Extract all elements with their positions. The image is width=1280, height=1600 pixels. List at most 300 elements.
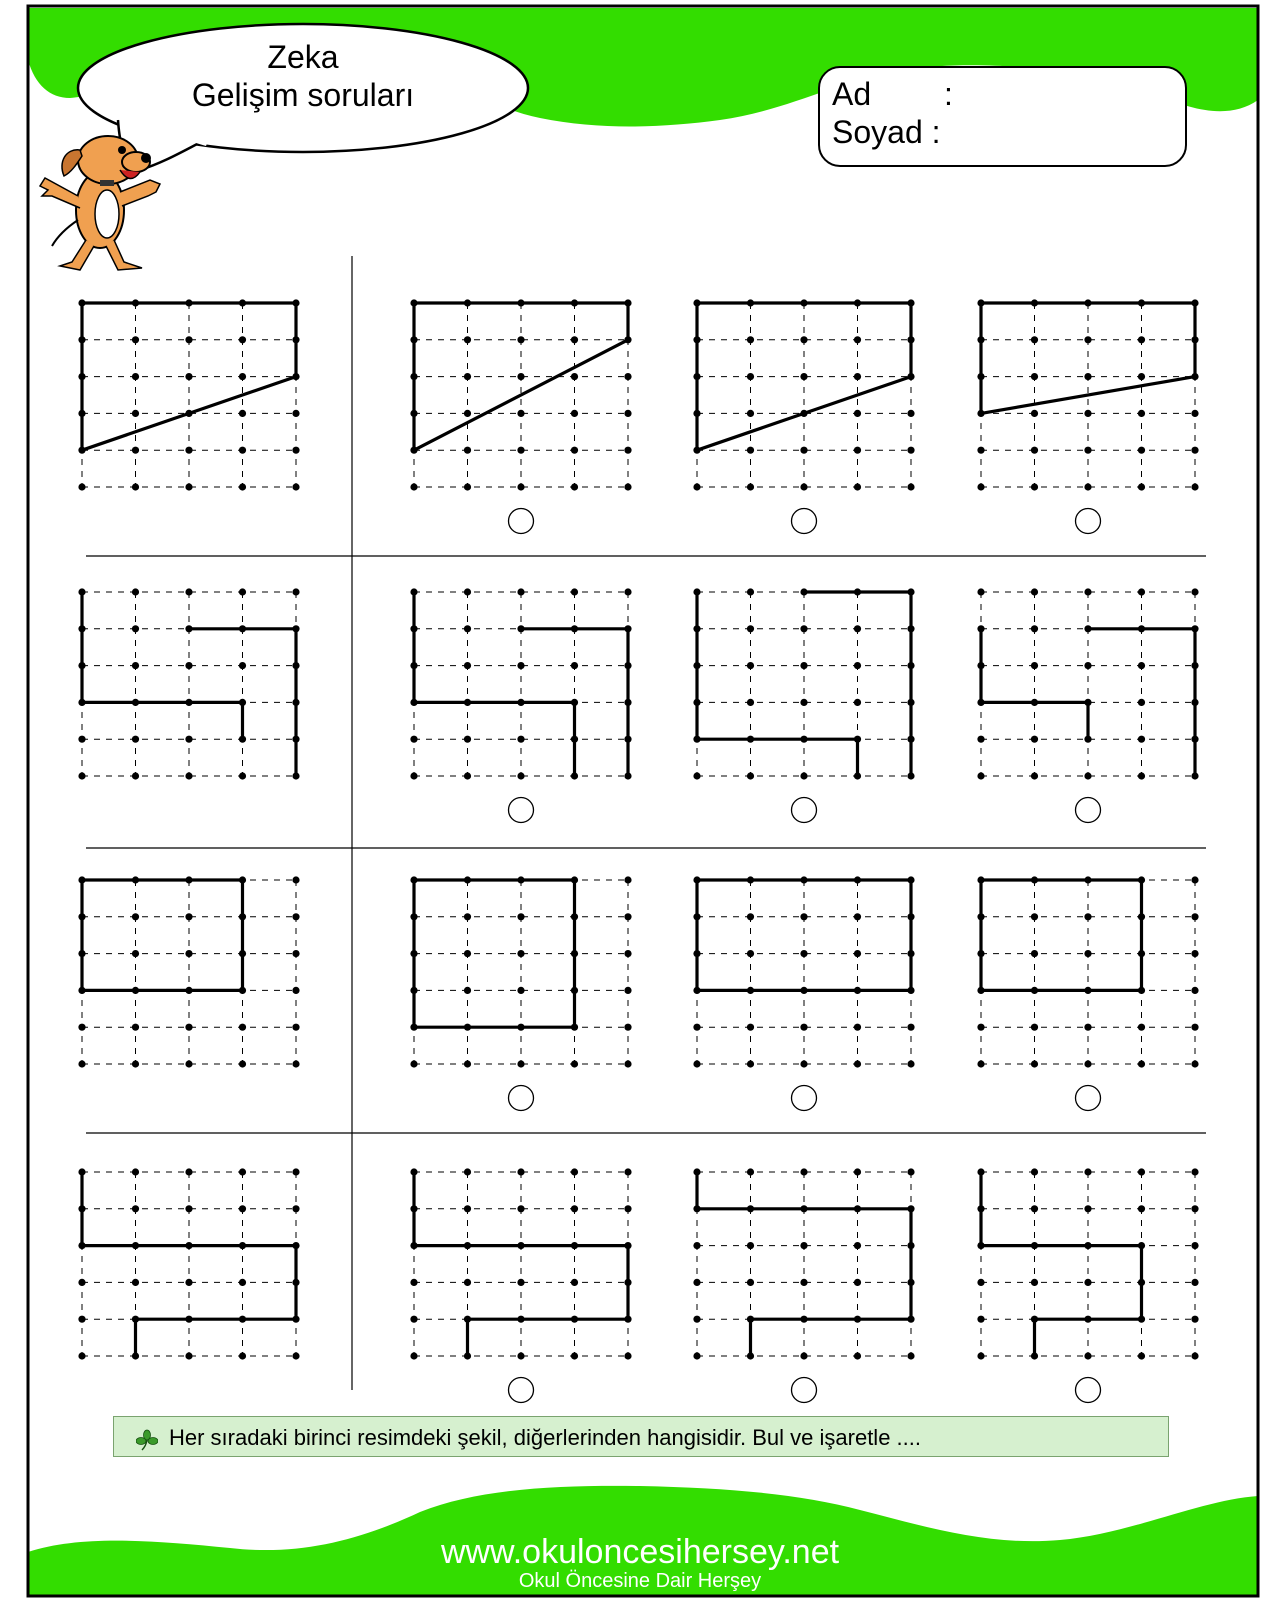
- grid-dot: [78, 1168, 85, 1175]
- grid-dot: [292, 447, 299, 454]
- grid-dot: [1138, 1060, 1145, 1067]
- grid-dot: [1031, 876, 1038, 883]
- grid-dot: [292, 483, 299, 490]
- grid-dot: [517, 1168, 524, 1175]
- grid-dot: [800, 950, 807, 957]
- option-shape-grid: [977, 299, 1198, 490]
- grid-dot: [1138, 876, 1145, 883]
- grid-dot: [854, 1279, 861, 1286]
- grid-dot: [517, 1316, 524, 1323]
- grid-dot: [977, 1279, 984, 1286]
- grid-dot: [1191, 373, 1198, 380]
- grid-dot: [1031, 373, 1038, 380]
- grid-dot: [517, 1242, 524, 1249]
- grid-dot: [185, 1205, 192, 1212]
- grid-dot: [410, 876, 417, 883]
- grid-dot: [693, 1279, 700, 1286]
- grid-dot: [464, 336, 471, 343]
- grid-dot: [185, 772, 192, 779]
- shape-line: [981, 880, 1142, 990]
- grid-dot: [239, 299, 246, 306]
- grid-dot: [185, 336, 192, 343]
- grid-dot: [292, 950, 299, 957]
- grid-dot: [292, 625, 299, 632]
- grid-dot: [292, 1205, 299, 1212]
- grid-dot: [854, 410, 861, 417]
- option-shape-grid: [693, 1168, 914, 1359]
- footer-url[interactable]: www.okuloncesihersey.net: [440, 1533, 840, 1571]
- grid-dot: [517, 772, 524, 779]
- grid-dot: [464, 1242, 471, 1249]
- grid-dot: [1138, 336, 1145, 343]
- dog-mascot-illustration: [40, 136, 160, 270]
- grid-dot: [854, 736, 861, 743]
- grid-dot: [464, 447, 471, 454]
- grid-dot: [854, 447, 861, 454]
- grid-dot: [571, 1279, 578, 1286]
- answer-circle[interactable]: [792, 1086, 817, 1111]
- grid-dot: [854, 772, 861, 779]
- grid-dot: [1138, 1242, 1145, 1249]
- grid-dot: [977, 736, 984, 743]
- grid-dot: [464, 1168, 471, 1175]
- grid-dot: [410, 1279, 417, 1286]
- grid-dot: [977, 410, 984, 417]
- grid-dot: [571, 1242, 578, 1249]
- grid-dot: [292, 662, 299, 669]
- grid-dot: [185, 1352, 192, 1359]
- answer-circle[interactable]: [509, 1086, 534, 1111]
- grid-dot: [1031, 1024, 1038, 1031]
- grid-dot: [1138, 1352, 1145, 1359]
- grid-dot: [571, 950, 578, 957]
- grid-dot: [1138, 772, 1145, 779]
- grid-dot: [977, 299, 984, 306]
- grid-dot: [1084, 1024, 1091, 1031]
- grid-dot: [624, 987, 631, 994]
- grid-dot: [800, 336, 807, 343]
- answer-circle[interactable]: [509, 1378, 534, 1403]
- grid-dot: [624, 410, 631, 417]
- grid-dot: [571, 1352, 578, 1359]
- grid-dot: [1191, 1316, 1198, 1323]
- grid-dot: [693, 483, 700, 490]
- grid-dot: [132, 1168, 139, 1175]
- grid-dot: [517, 987, 524, 994]
- grid-dot: [78, 876, 85, 883]
- grid-dot: [747, 1060, 754, 1067]
- grid-dot: [410, 483, 417, 490]
- grid-dot: [78, 373, 85, 380]
- grid-dot: [410, 1168, 417, 1175]
- answer-circle[interactable]: [792, 509, 817, 534]
- grid-dot: [693, 1242, 700, 1249]
- grid-dot: [693, 876, 700, 883]
- grid-dot: [1084, 447, 1091, 454]
- grid-dot: [239, 1060, 246, 1067]
- grid-dot: [239, 699, 246, 706]
- grid-dot: [1031, 625, 1038, 632]
- grid-dot: [132, 1242, 139, 1249]
- grid-dot: [907, 662, 914, 669]
- grid-dot: [1138, 987, 1145, 994]
- grid-dot: [624, 1242, 631, 1249]
- grid-dot: [693, 447, 700, 454]
- answer-circle[interactable]: [1076, 1378, 1101, 1403]
- grid-dot: [977, 1168, 984, 1175]
- grid-dot: [800, 1024, 807, 1031]
- grid-dot: [747, 1316, 754, 1323]
- grid-dot: [410, 625, 417, 632]
- grid-dot: [1138, 1279, 1145, 1286]
- grid-dot: [1031, 1316, 1038, 1323]
- grid-dot: [571, 625, 578, 632]
- grid-dot: [907, 483, 914, 490]
- grid-dot: [185, 299, 192, 306]
- grid-dot: [1084, 772, 1091, 779]
- speech-bubble-text: [148, 38, 458, 114]
- grid-dot: [1191, 1060, 1198, 1067]
- grid-dot: [464, 913, 471, 920]
- grid-dot: [907, 299, 914, 306]
- grid-dot: [1191, 1205, 1198, 1212]
- grid-dot: [907, 699, 914, 706]
- grid-dot: [410, 699, 417, 706]
- grid-dot: [693, 1024, 700, 1031]
- grid-dot: [239, 373, 246, 380]
- grid-dot: [1084, 588, 1091, 595]
- grid-dot: [571, 483, 578, 490]
- grid-dot: [1138, 699, 1145, 706]
- grid-dot: [410, 336, 417, 343]
- grid-dot: [907, 1242, 914, 1249]
- grid-dot: [185, 447, 192, 454]
- grid-dot: [464, 876, 471, 883]
- answer-circle[interactable]: [509, 798, 534, 823]
- grid-dot: [854, 987, 861, 994]
- grid-dot: [78, 987, 85, 994]
- grid-dot: [747, 1279, 754, 1286]
- option-shape-grid: [410, 1168, 631, 1359]
- grid-dot: [800, 1060, 807, 1067]
- grid-dot: [854, 699, 861, 706]
- grid-dot: [1084, 1279, 1091, 1286]
- grid-dot: [747, 913, 754, 920]
- grid-dot: [239, 662, 246, 669]
- grid-dot: [977, 1024, 984, 1031]
- grid-dot: [1084, 625, 1091, 632]
- grid-dot: [854, 299, 861, 306]
- grid-dot: [571, 1024, 578, 1031]
- grid-dot: [1191, 588, 1198, 595]
- grid-dot: [185, 1168, 192, 1175]
- grid-dot: [292, 1168, 299, 1175]
- grid-dot: [132, 876, 139, 883]
- grid-dot: [410, 1024, 417, 1031]
- grid-dot: [517, 336, 524, 343]
- grid-dot: [747, 1168, 754, 1175]
- grid-dot: [907, 625, 914, 632]
- grid-dot: [693, 736, 700, 743]
- grid-dot: [1191, 736, 1198, 743]
- grid-dot: [624, 950, 631, 957]
- grid-dot: [800, 625, 807, 632]
- grid-dot: [977, 336, 984, 343]
- grid-dot: [907, 588, 914, 595]
- grid-dot: [517, 373, 524, 380]
- grid-dot: [239, 1352, 246, 1359]
- grid-dot: [854, 913, 861, 920]
- grid-dot: [464, 1316, 471, 1323]
- grid-dot: [1031, 483, 1038, 490]
- grid-dot: [571, 913, 578, 920]
- grid-dot: [624, 699, 631, 706]
- grid-dot: [800, 1352, 807, 1359]
- grid-dot: [410, 410, 417, 417]
- grid-dot: [907, 336, 914, 343]
- grid-dot: [800, 588, 807, 595]
- grid-dot: [1138, 1205, 1145, 1212]
- grid-dot: [907, 373, 914, 380]
- grid-dot: [693, 1316, 700, 1323]
- grid-dot: [800, 1316, 807, 1323]
- grid-dot: [624, 373, 631, 380]
- grid-dot: [977, 913, 984, 920]
- grid-dot: [571, 1060, 578, 1067]
- grid-dot: [1084, 987, 1091, 994]
- grid-dot: [410, 299, 417, 306]
- grid-dot: [239, 447, 246, 454]
- grid-dot: [464, 662, 471, 669]
- answer-circle[interactable]: [792, 1378, 817, 1403]
- grid-dot: [907, 1279, 914, 1286]
- grid-dot: [907, 1205, 914, 1212]
- grid-dot: [1191, 1168, 1198, 1175]
- grid-dot: [1191, 1352, 1198, 1359]
- grid-dot: [1191, 447, 1198, 454]
- grid-dot: [693, 1205, 700, 1212]
- grid-dot: [747, 1205, 754, 1212]
- grid-dot: [185, 987, 192, 994]
- grid-dot: [1031, 772, 1038, 779]
- grid-dot: [132, 772, 139, 779]
- grid-dot: [1084, 373, 1091, 380]
- grid-dot: [464, 299, 471, 306]
- grid-dot: [800, 410, 807, 417]
- grid-dot: [1031, 1279, 1038, 1286]
- grid-dot: [464, 987, 471, 994]
- grid-dot: [907, 772, 914, 779]
- grid-dot: [1138, 588, 1145, 595]
- grid-dot: [132, 1060, 139, 1067]
- grid-dot: [800, 876, 807, 883]
- grid-dot: [800, 699, 807, 706]
- instruction-text: Her sıradaki birinci resimdeki şekil, diğerlerinden hangisidir. Bul ve işaretle ....: [169, 1425, 921, 1450]
- grid-dot: [624, 876, 631, 883]
- grid-dot: [1084, 1060, 1091, 1067]
- grid-dot: [239, 1316, 246, 1323]
- grid-dot: [78, 1279, 85, 1286]
- grid-dot: [1084, 699, 1091, 706]
- grid-dot: [132, 1316, 139, 1323]
- grid-dot: [1031, 299, 1038, 306]
- grid-dot: [854, 588, 861, 595]
- grid-dot: [464, 736, 471, 743]
- grid-dot: [624, 483, 631, 490]
- grid-dot: [693, 1352, 700, 1359]
- grid-dot: [132, 987, 139, 994]
- grid-dot: [464, 1352, 471, 1359]
- grid-dot: [693, 373, 700, 380]
- grid-dot: [78, 736, 85, 743]
- grid-dot: [907, 987, 914, 994]
- grid-dot: [907, 1316, 914, 1323]
- instruction-box: [113, 1416, 1169, 1457]
- grid-dot: [977, 588, 984, 595]
- grid-dot: [517, 1352, 524, 1359]
- grid-dot: [517, 1024, 524, 1031]
- grid-dot: [854, 625, 861, 632]
- grid-dot: [292, 1279, 299, 1286]
- grid-dot: [1138, 483, 1145, 490]
- grid-dot: [800, 736, 807, 743]
- grid-dot: [78, 1316, 85, 1323]
- option-shape-grid: [977, 876, 1198, 1067]
- grid-dot: [854, 1316, 861, 1323]
- grid-dot: [747, 447, 754, 454]
- grid-dot: [747, 662, 754, 669]
- grid-dot: [517, 699, 524, 706]
- grid-dot: [1191, 625, 1198, 632]
- grid-dot: [292, 913, 299, 920]
- grid-dot: [132, 373, 139, 380]
- grid-dot: [624, 1024, 631, 1031]
- grid-dot: [185, 410, 192, 417]
- grid-dot: [517, 876, 524, 883]
- grid-dot: [624, 772, 631, 779]
- grid-dot: [1084, 336, 1091, 343]
- grid-dot: [239, 876, 246, 883]
- grid-dot: [1191, 1279, 1198, 1286]
- grid-dot: [624, 447, 631, 454]
- grid-dot: [1138, 410, 1145, 417]
- grid-dot: [185, 1242, 192, 1249]
- grid-dot: [693, 662, 700, 669]
- grid-dot: [1138, 1024, 1145, 1031]
- grid-dot: [977, 1316, 984, 1323]
- grid-dot: [854, 1168, 861, 1175]
- grid-dot: [132, 410, 139, 417]
- grid-dot: [78, 625, 85, 632]
- grid-dot: [132, 1279, 139, 1286]
- grid-dot: [571, 1168, 578, 1175]
- grid-dot: [800, 299, 807, 306]
- grid-dot: [78, 772, 85, 779]
- answer-circle[interactable]: [1076, 509, 1101, 534]
- answer-circle[interactable]: [1076, 798, 1101, 823]
- grid-dot: [410, 1242, 417, 1249]
- grid-dot: [132, 1205, 139, 1212]
- bubble-subtitle: Gelişim soruları: [191, 77, 415, 113]
- grid-dot: [854, 662, 861, 669]
- grid-dot: [185, 1279, 192, 1286]
- grid-dot: [977, 699, 984, 706]
- grid-dot: [1191, 1024, 1198, 1031]
- grid-dot: [239, 913, 246, 920]
- grid-dot: [571, 588, 578, 595]
- grid-dot: [571, 447, 578, 454]
- grid-dot: [977, 772, 984, 779]
- grid-dot: [571, 1205, 578, 1212]
- name-field-box: [818, 66, 1187, 167]
- grid-dot: [571, 336, 578, 343]
- reference-shape-grid: [78, 1168, 299, 1359]
- grid-dot: [854, 483, 861, 490]
- grid-dot: [239, 950, 246, 957]
- grid-dot: [693, 699, 700, 706]
- grid-dot: [693, 588, 700, 595]
- bubble-title: Zeka: [267, 39, 339, 75]
- grid-dot: [800, 1279, 807, 1286]
- grid-dot: [1084, 950, 1091, 957]
- grid-dot: [624, 299, 631, 306]
- grid-dot: [854, 373, 861, 380]
- grid-dot: [1138, 447, 1145, 454]
- grid-dot: [624, 662, 631, 669]
- grid-dot: [1084, 1242, 1091, 1249]
- option-shape-grid: [977, 1168, 1198, 1359]
- grid-dot: [624, 1352, 631, 1359]
- grid-dot: [854, 876, 861, 883]
- grid-dot: [132, 483, 139, 490]
- grid-dot: [854, 336, 861, 343]
- grid-dot: [1084, 1205, 1091, 1212]
- grid-dot: [517, 1060, 524, 1067]
- grid-dot: [624, 1205, 631, 1212]
- grid-dot: [1084, 299, 1091, 306]
- grid-dot: [693, 913, 700, 920]
- answer-circle[interactable]: [792, 798, 817, 823]
- grid-dot: [854, 1242, 861, 1249]
- grid-dot: [1031, 913, 1038, 920]
- grid-dot: [185, 1024, 192, 1031]
- grid-dot: [854, 950, 861, 957]
- grid-dot: [410, 987, 417, 994]
- grid-dot: [132, 447, 139, 454]
- reference-shape-grid: [78, 299, 299, 490]
- option-shape-grid: [410, 299, 631, 490]
- grid-dot: [693, 410, 700, 417]
- answer-circle[interactable]: [1076, 1086, 1101, 1111]
- grid-dot: [464, 373, 471, 380]
- grid-dot: [78, 588, 85, 595]
- grid-dot: [1138, 736, 1145, 743]
- grid-dot: [1191, 299, 1198, 306]
- grid-dot: [78, 1352, 85, 1359]
- grid-dot: [1191, 1242, 1198, 1249]
- grid-dot: [292, 336, 299, 343]
- grid-dot: [1031, 987, 1038, 994]
- grid-dot: [464, 1279, 471, 1286]
- grid-dot: [78, 913, 85, 920]
- grid-dot: [1031, 1352, 1038, 1359]
- grid-dot: [624, 588, 631, 595]
- grid-dot: [185, 699, 192, 706]
- grid-dot: [1084, 913, 1091, 920]
- footer-subtitle: Okul Öncesine Dair Herşey: [518, 1570, 762, 1592]
- answer-circle[interactable]: [509, 509, 534, 534]
- grid-dot: [624, 1060, 631, 1067]
